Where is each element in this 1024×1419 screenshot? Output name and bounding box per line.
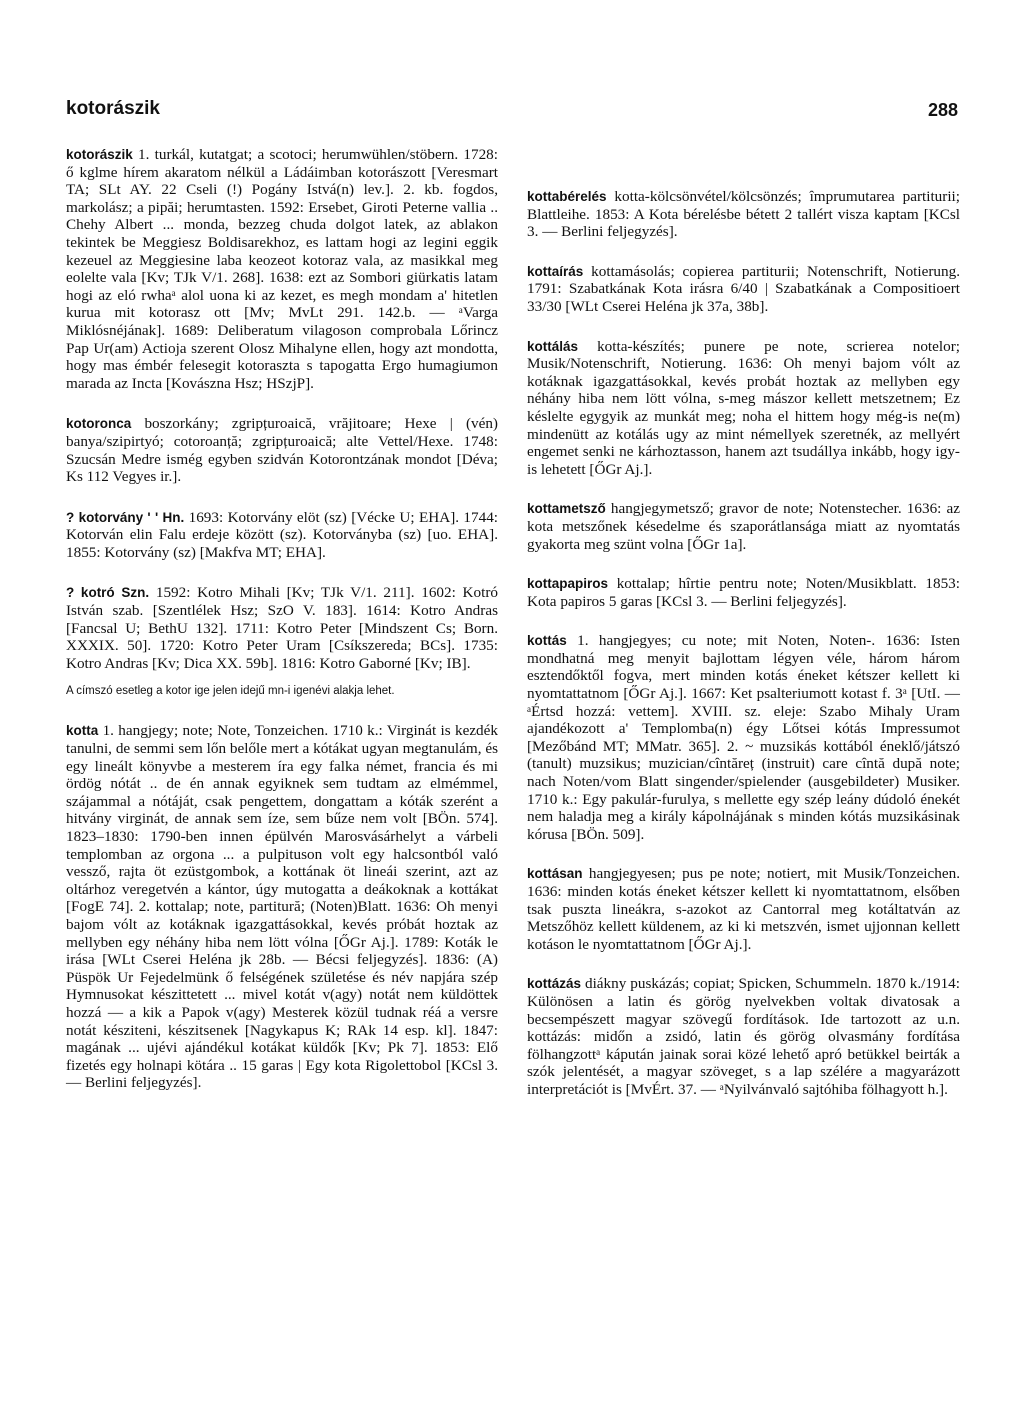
- entry-text: kotta-készítés; punere pe note, scrierea notelor; Musik/Notenschrift, Notierung. 1636: Oh menyi bajom vólt az kotáknak igazgattásokkal, kevés probát hoztak az mellyben egy néhány hiba nem lött vólna, s-meg mászor kellett metszetnem; Ez késlelte egygyik az munkát meg; noha el hittem hogy még-is ne(m) mindenütt az kotálás ugy az mint némellyek szeretnék, az mellyért engemet senki ne kárhoztasson, hanem azt tsudállya inkább, hogy igy-is lehetett [ŐGr Aj.].: [527, 337, 960, 478]
- entry-text: 1. hangjegy; note; Note, Tonzeichen. 1710 k.: Virginát is kezdék tanulni, de semmi sem lőn belőle mert a kótákat ugyan megtanulám, és egy lineált könyvbe a mesterem íra egy falka német, francia és mi ördög nótát .. de én annak egyiknek sem tudtam az elmémmel, szájammal a nótáját, csak pengettem, dongattam a kóták szerént a hitvány virginát, de annak sem íze, sem bűze nem volt [BÖn. 574]. 1823–1830: 1790-ben innen épülvén Marosvásárhelyt a várbeli templomban az orgona ... a pulpituson volt egy halcsontból való vessző, rajta öt ezüstgombok, a kottának öt lineái szerint, azt az oltárhoz veregetvén a kántor, úgy mutogatta a deákoknak a kottákat [FogE 74]. 2. kottalap; note, partitură; (Noten)Blatt. 1636: Oh menyi bajom vólt az kotáknak igazgattásokkal, kevés próbát hoztak az mellyben egy néhány hiba nem lött vólna [ŐGr Aj.]. 1789: Koták le irása [WLt Cserei Heléna jk 28b. — Bécsi feljegyzés]. 1836: (A) Püspök Ur Fejedelmünk ő felségének születése és név napjára szép Hymnusokat készittetett ... mivel kotát v(agy) notát nem küldöttek hozzá — a kik a Papok v(agy) Mesterek közül tudnak réá a versre notát késziteni, készitsenek [Nagykapus K; RAk 14 esp. kl]. 1847: magának ... ujévi ajándékul kotákat küldők [Kv; Pk 7]. 1853: Elő fizetés egy holnapi kötára .. 15 garas | Egy kota Rigolettobol [KCsl 3. — Berlini feljegyzés].: [66, 722, 498, 1092]
- headword: kottapapiros: [527, 576, 609, 592]
- entry-text: 1. hangjegyes; cu note; mit Noten, Noten-. 1636: Isten mondhatná meg menyit bajlottam légyen véle, három három esztendőktől fogva, mert minden kotás éneket kétszer kellett ki nyomtattatnom [ŐGr Aj.]. 1667: Ket psalteriumott kotast f. 3ᵃ [UtI. — ᵃÉrtsd hozzá: vettem]. XVIII. sz. eleje: Szabo Mihaly Uram ajandékozott a' Templomba(n) égy Lőtsei kótás Impressumot [Mezőbánd MT; MMatr. 365]. 2. ~ muzsikás kottából éneklő/játszó (tanult) muzsikus; muzician/cîntăreț (instruit) care cîntă după note; nach Noten/vom Blatt singender/spielender (ausgebildeter) Musiker. 1710 k.: Egy pakulár-furulya, s mellette egy szép leány dúdoló énekét nem haladja meg a király kápolnájának s minden kótás muzsikásinak kórusa [BÖn. 509].: [527, 632, 960, 843]
- headword: kotorászik: [66, 147, 133, 162]
- dictionary-entry: [527, 975, 960, 1098]
- entry-text: 1693: Kotorvány elöt (sz) [Vécke U; EHA]. 1744: Kotorván elin Falu erdeje között (sz). Kotorványba (sz) [uo. EHA]. 1855: Kotorvány (sz) [Makfva MT; EHA].: [66, 508, 499, 561]
- dictionary-entry: [527, 500, 960, 553]
- right-column: [527, 146, 960, 1121]
- left-column: [66, 146, 498, 1115]
- dictionary-entry: [527, 263, 960, 316]
- dictionary-entry: [66, 146, 498, 392]
- editorial-note: A címszó esetleg a kotor ige jelen idejű mn-i igenévi alakja lehet.: [66, 685, 395, 698]
- entry-text: boszorkány; zgripțuroaică, vrăjitoare; Hexe | (vén) banya/szipirtyó; cotoroanță; zgripțuroaică; alte Vettel/Hexe. 1748: Szucsán Medre ismég egyben szidván Kotorontzának mondot [Déva; Ks 112 Vegyes ir.].: [66, 415, 498, 486]
- dictionary-entry: [527, 338, 960, 479]
- headword: kottásan: [527, 866, 583, 882]
- headword: kottaírás: [527, 263, 584, 279]
- entry-text: diákny puskázás; copiat; Spicken, Schummeln. 1870 k./1914: Különösen a latin és görög nyelvekben voltak divatosak a becsempészett magyar szövegű fordítások. Ide tartozott az u.n. kottázás: midőn a zsidó, latin és görög olvasmány fordítása fölhangzottᵃ kápután jainak sorai közé lehető apró betükkel beirták a szók jelentését, a magyar szöveget, s a lap szélére a magyarázott interpretációt is [MvÉrt. 37. — ᵃNyilvánvaló sajtóhiba fölhagyott h.].: [527, 975, 960, 1098]
- entry-text: kottalap; hîrtie pentru note; Noten/Musikblatt. 1853: Kota papiros 5 garas [KCsl 3. — Berlini feljegyzés].: [527, 575, 960, 610]
- dictionary-entry: [527, 188, 960, 241]
- entry-text: 1592: Kotro Mihali [Kv; TJk V/1. 211]. 1602: Kotró István szab. [Szentlélek Hsz; SzO V. 183]. 1614: Kotro Andras [Fancsal U; BethU 132]. 1711: Kotro Peter [Mindszent Cs; Born. XXXIX. 50]. 1720: Kotro Peter Uram [Csíkszereda; BCs]. 1735: Kotro Andras [Kv; Dica XX. 59b]. 1816: Kotro Gaborné [Kv; IB].: [66, 584, 498, 672]
- dictionary-entry: [527, 575, 960, 610]
- entry-text: kottamásolás; copierea partiturii; Notenschrift, Notierung. 1791: Szabatkának Kota irásra 6/40 | Szabatkának a Compositioert 33/30 [WLt Cserei Heléna jk 37a, 38b].: [527, 262, 960, 315]
- headword: kotoronca: [66, 416, 132, 432]
- dictionary-entry: [66, 415, 498, 485]
- dictionary-entry: [66, 509, 498, 562]
- entry-text: kotta-kölcsönvétel/kölcsönzés; împrumutarea partiturii; Blattleihe. 1853: A Kota bérelésbe bétett 2 tallért visza kaptam [KCsl 3. — Berlini feljegyzés].: [527, 188, 960, 241]
- dictionary-entry: [527, 865, 960, 953]
- headword: kottázás: [527, 976, 582, 992]
- headword: kottás: [527, 633, 567, 649]
- headword: ? kotorvány ' ' Hn.: [66, 509, 185, 525]
- entry-text: hangjegymetsző; gravor de note; Notenstecher. 1636: az kota metszőnek késedelme és szaporátlansága miatt az nyomtatás gyakorta meg szünt volna [ŐGr 1a].: [527, 500, 960, 553]
- headword: ? kotró Szn.: [66, 585, 150, 601]
- headword: kottametsző: [527, 501, 606, 517]
- dictionary-entry: [527, 632, 960, 843]
- headword: kottabérelés: [527, 189, 607, 204]
- headword: kottálás: [527, 338, 579, 354]
- dictionary-entry: [66, 584, 498, 672]
- entry-text: hangjegyesen; pus pe note; notiert, mit Musik/Tonzeichen. 1636: minden kotás éneket kétszer kellett ki nyomtattatnom, elsőben tsak puszta lineákra, s-azokot az Cantorral meg kotáltatván az Metszőhöz kellett küldenem, az ki ki metszvén, ismet ujjonnan kellett kotáson le nyomtattatnom [ŐGr Aj.].: [527, 865, 960, 953]
- headword: kotta: [66, 723, 99, 739]
- dictionary-entry: [66, 722, 498, 1091]
- running-head: kotorászik: [66, 98, 160, 119]
- page-number: 288: [928, 100, 959, 120]
- entry-text: 1. turkál, kutatgat; a scotoci; herumwühlen/stöbern. 1728: ő kglme hírem akaratom nélkül a Ládáimban kotorászott [Veresmart TA; SLt AY. 22 Cseli (!) Pogány Istvá(n) lev.]. 2. kb. fogdos, markolász; a pipăi; herumtasten. 1592: Ersebet, Giroti Peterne vallia .. Chehy Albert ... monda, bezzeg chuda dolgot latek, az ablakon tekintek be Meggiesz Boldisarekhoz, es lattam hogi az legini eggik kezeuel az Meggiesine laba keozeot kotoraz vala, az masikkal meg eolelte vala [Kv; TJk V/1. 268]. 1638: ezt az Sombori giürkatis latam hogi az eló rwhaᵃ alol uona ki az kezet, es megh mondam a' hitetlen kurua mit kotorasz ott [Mv; MvLt 291. 142.b. — ᵃVarga Miklósnéjának]. 1689: Deliberatum vilagoson comprobala Lőrincz Pap Ur(am) Actioja szerent Olosz Mihalyne ellen, hogy azt mondotta, hogy mas émbér felesegit kotoraszta s tapogatta Ergo humagiumon marada az Incta [Kovászna Hsz; HSzjP].: [66, 146, 498, 392]
